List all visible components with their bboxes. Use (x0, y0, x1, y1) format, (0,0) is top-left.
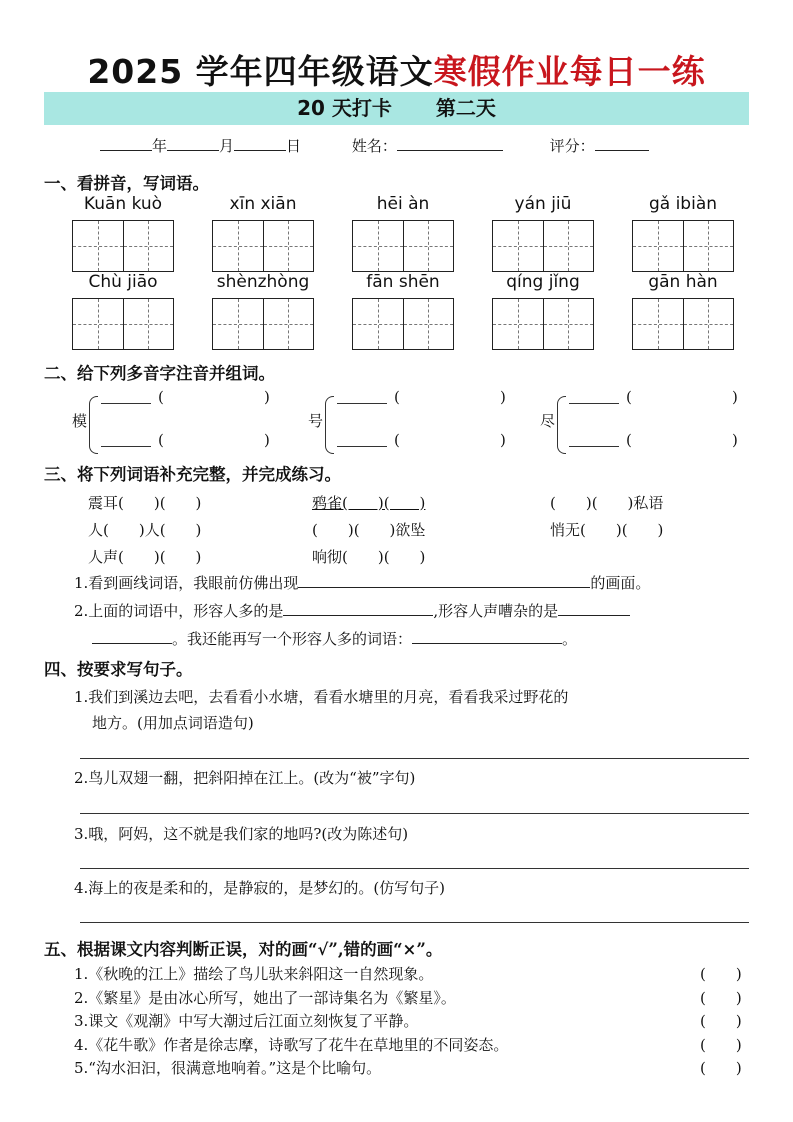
judgement-item: 4.《花牛歌》作者是徐志摩，诗歌写了花牛在草地里的不同姿态。 (74, 1035, 509, 1054)
banner-left: 20 天打卡 (297, 96, 392, 120)
s3-question-2-cont (92, 628, 577, 649)
brace-icon (557, 396, 566, 454)
month-blank[interactable] (167, 136, 219, 151)
idiom-fill[interactable]: ( )( )私语 (550, 494, 664, 512)
writing-grid[interactable] (72, 220, 174, 272)
q2-blank-3[interactable] (412, 629, 562, 644)
paren-close: ) (732, 388, 738, 406)
score-label: 评分： (549, 137, 595, 155)
writing-grid[interactable] (492, 298, 594, 350)
grid-cell[interactable] (353, 299, 404, 349)
paren-open: ( (626, 431, 632, 449)
grid-cell[interactable] (684, 299, 734, 349)
s4-q3: 3.哦，阿妈，这不就是我们家的地吗?(改为陈述句) (74, 825, 409, 843)
grid-cell[interactable] (633, 299, 684, 349)
writing-grid[interactable] (632, 220, 734, 272)
paren-close: ) (264, 431, 270, 449)
paren-open: ( (394, 431, 400, 449)
judgement-item: 5.“沟水汩汩，很满意地响着。”这是个比喻句。 (74, 1059, 382, 1077)
s4-q4: 4.海上的夜是柔和的，是静寂的，是梦幻的。(仿写句子) (74, 879, 446, 897)
q2-blank-1[interactable] (283, 601, 433, 616)
paren-close: ) (264, 388, 270, 406)
pinyin-label: qíng jǐng (506, 272, 580, 292)
paren-open: ( (394, 388, 400, 406)
polyphone-char: 号 (308, 412, 324, 430)
page-title (0, 46, 793, 93)
paren-close: ) (500, 388, 506, 406)
paren-open: ( (158, 431, 164, 449)
grid-cell[interactable] (493, 221, 544, 271)
pinyin-label: fān shēn (366, 272, 440, 292)
q2-text-2: ,形容人声嘈杂的是 (433, 602, 559, 620)
title-red: 寒假作业每日一练 (433, 52, 706, 91)
answer-parens[interactable]: ( ) (700, 988, 742, 1007)
section-1-heading: 一、看拼音，写词语。 (44, 174, 209, 193)
grid-cell[interactable] (353, 221, 404, 271)
answer-parens[interactable]: ( ) (700, 1012, 742, 1030)
q2-blank-2[interactable] (558, 601, 630, 616)
grid-cell[interactable] (404, 299, 454, 349)
judgement-item: 3.课文《观潮》中写大潮过后江面立刻恢复了平静。 (74, 1012, 419, 1030)
day-blank[interactable] (234, 136, 286, 151)
q2-end: 。 (562, 630, 578, 648)
idiom-fill[interactable]: 震耳( )( ) (88, 494, 202, 512)
grid-cell[interactable] (404, 221, 454, 271)
q1-end: 的画面。 (590, 574, 651, 592)
brace-icon (89, 396, 98, 454)
pinyin-label: Kuān kuò (83, 194, 163, 214)
writing-grid[interactable] (352, 220, 454, 272)
grid-cell[interactable] (73, 221, 124, 271)
answer-parens[interactable]: ( ) (700, 1059, 742, 1077)
judgement-item: 1.《秋晚的江上》描绘了鸟儿驮来斜阳这一自然现象。 (74, 965, 434, 983)
section-2-heading: 二、给下列多音字注音并组词。 (44, 364, 275, 383)
writing-grid[interactable] (632, 298, 734, 350)
q1-blank[interactable] (298, 573, 590, 588)
word-blank[interactable] (337, 403, 387, 404)
idiom-fill[interactable]: 人( )人( ) (88, 521, 202, 539)
paren-open: ( (626, 388, 632, 406)
word-blank[interactable] (569, 403, 619, 404)
s4-q1-answer-line[interactable] (80, 758, 749, 759)
word-blank[interactable] (337, 446, 387, 447)
s4-q4-answer-line[interactable] (80, 922, 749, 923)
grid-cell[interactable] (124, 299, 174, 349)
grid-cell[interactable] (213, 221, 264, 271)
title-black: 2025 学年四年级语文 (87, 52, 434, 91)
paren-close: ) (500, 431, 506, 449)
banner-right: 第二天 (435, 96, 496, 120)
section-3-heading: 三、将下列词语补充完整，并完成练习。 (44, 465, 341, 484)
writing-grid[interactable] (72, 298, 174, 350)
grid-cell[interactable] (684, 221, 734, 271)
s4-q1-line2: 地方。(用加点词语造句) (92, 714, 254, 732)
paren-open: ( (158, 388, 164, 406)
s3-question-1 (74, 572, 650, 593)
word-blank[interactable] (101, 446, 151, 447)
grid-cell[interactable] (264, 221, 314, 271)
idiom-fill[interactable]: ( )( )欲坠 (312, 521, 426, 539)
q2-blank-2-cont[interactable] (92, 629, 172, 644)
idiom-fill[interactable]: 响彻( )( ) (312, 548, 426, 566)
answer-parens[interactable]: ( ) (700, 1035, 742, 1054)
grid-cell[interactable] (264, 299, 314, 349)
month-label: 月 (219, 137, 235, 155)
polyphone-char: 模 (72, 412, 88, 430)
grid-cell[interactable] (73, 299, 124, 349)
polyphone-char: 尽 (540, 412, 556, 430)
grid-cell[interactable] (633, 221, 684, 271)
info-line (100, 135, 649, 156)
section-5-heading: 五、根据课文内容判断正误，对的画“√”,错的画“×”。 (44, 940, 443, 959)
writing-grid[interactable] (212, 298, 314, 350)
pinyin-label: yán jiū (514, 194, 572, 214)
grid-cell[interactable] (124, 221, 174, 271)
day-label: 日 (286, 137, 302, 155)
q1-text: 1.看到画线词语，我眼前仿佛出现 (74, 574, 299, 592)
brace-icon (325, 396, 334, 454)
section-4-heading: 四、按要求写句子。 (44, 660, 193, 679)
year-label: 年 (152, 137, 168, 155)
pinyin-label: Chù jiāo (88, 272, 158, 292)
grid-cell[interactable] (544, 221, 594, 271)
grid-cell[interactable] (544, 299, 594, 349)
grid-cell[interactable] (493, 299, 544, 349)
writing-grid[interactable] (212, 220, 314, 272)
pinyin-label: gān hàn (648, 272, 718, 292)
name-label: 姓名： (351, 137, 397, 155)
grid-cell[interactable] (213, 299, 264, 349)
word-blank[interactable] (101, 403, 151, 404)
pinyin-label: shènzhòng (216, 272, 310, 292)
s4-q2: 2.鸟儿双翅一翻，把斜阳掉在江上。(改为“被”字句) (74, 769, 416, 787)
s3-question-2 (74, 600, 630, 621)
pinyin-label: hēi àn (376, 194, 430, 214)
s4-q2-answer-line[interactable] (80, 813, 749, 814)
idiom-fill[interactable]: 人声( )( ) (88, 548, 202, 566)
writing-grid[interactable] (492, 220, 594, 272)
score-blank[interactable] (595, 136, 649, 151)
answer-parens[interactable]: ( ) (700, 965, 742, 983)
pinyin-label: xīn xiān (229, 194, 297, 214)
judgement-item: 2.《繁星》是由冰心所写，她出了一部诗集名为《繁星》。 (74, 988, 456, 1007)
day-banner (44, 92, 749, 125)
q2-text: 2.上面的词语中，形容人多的是 (74, 602, 284, 620)
writing-grid[interactable] (352, 298, 454, 350)
s4-q1-line1: 1.我们到溪边去吧，去看看小水塘，看看水塘里的月亮，看看我采过野花的 (74, 688, 569, 706)
q2-text-3: 。我还能再写一个形容人多的词语： (172, 630, 413, 648)
s4-q3-answer-line[interactable] (80, 868, 749, 869)
idiom-fill[interactable]: 鸦雀( )( ) (312, 494, 426, 512)
name-blank[interactable] (397, 136, 503, 151)
pinyin-label: gǎ ibiàn (648, 194, 718, 214)
paren-close: ) (732, 431, 738, 449)
word-blank[interactable] (569, 446, 619, 447)
idiom-fill[interactable]: 悄无( )( ) (550, 521, 664, 539)
year-blank[interactable] (100, 136, 152, 151)
